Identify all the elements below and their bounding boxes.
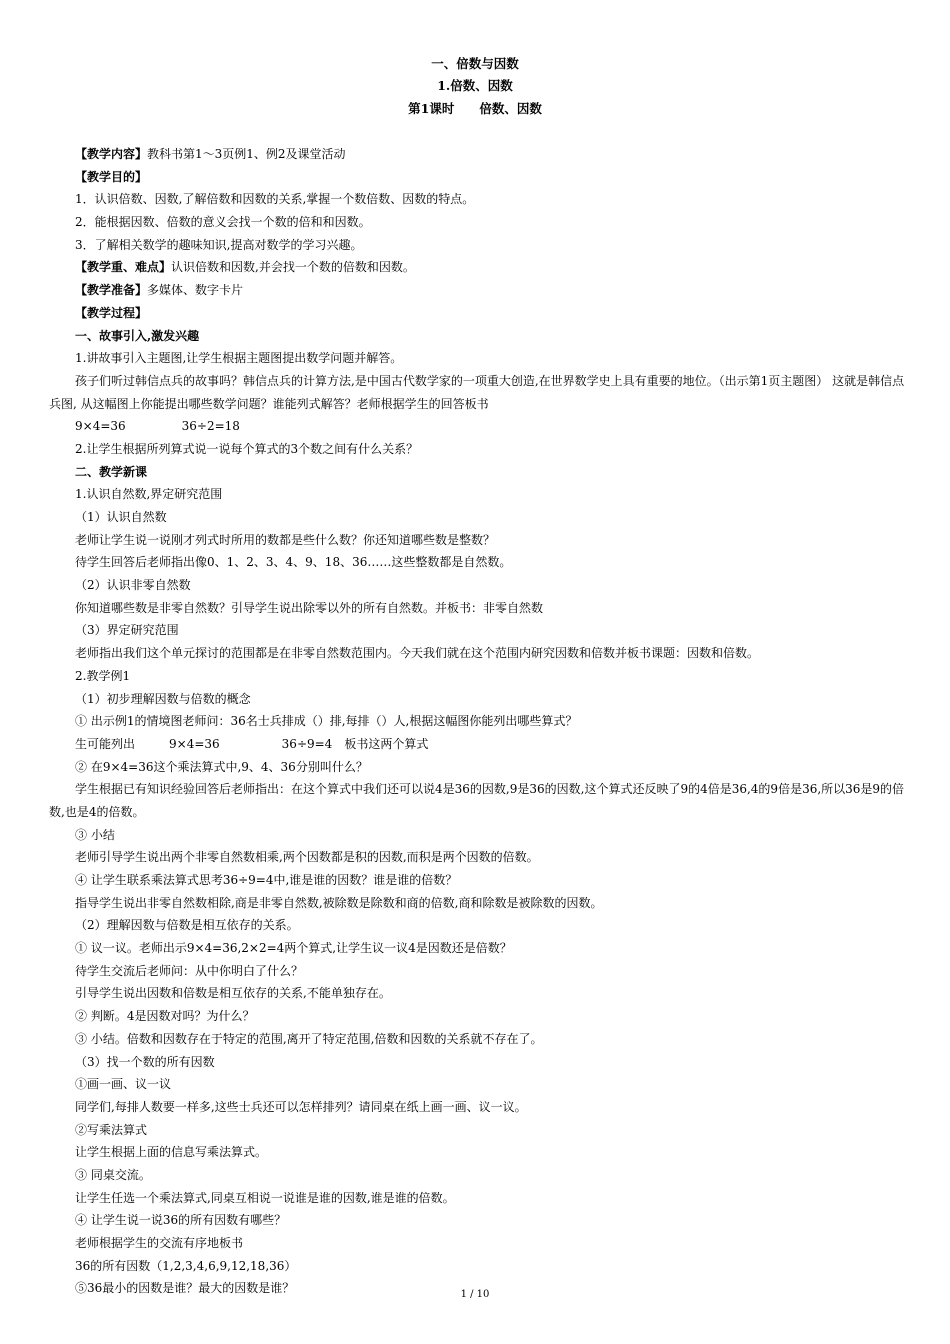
- paragraph-story: 孩子们听过韩信点兵的故事吗？韩信点兵的计算方法,是中国古代数学家的一项重大创造,在世界数学史上具有重要的地位。（出示第1页主题图） 这就是韩信点兵图, 从这幅图上你能提出哪些数学问题？谁能列式解答？老师根据学生的回答板书: [49, 373, 905, 411]
- paragraph: ①画一画、议一议: [75, 1077, 172, 1092]
- paragraph-explanation: 学生根据已有知识经验回答后老师指出：在这个算式中我们还可以说4是36的因数,9是36的因数,这个算式还反映了9的4倍是36,4的9倍是36,所以36是9的倍数,也是4的倍数。: [49, 782, 905, 819]
- lesson-title: 第1课时 倍数、因数: [408, 101, 542, 116]
- paragraph: （3）找一个数的所有因数: [75, 1054, 215, 1069]
- equation: 9×4=36: [169, 736, 220, 751]
- paragraph: ② 判断。4是因数对吗？为什么？: [75, 1009, 255, 1024]
- content-text: 教科书第1～3页例1、例2及课堂活动: [147, 147, 346, 161]
- paragraph: ① 议一议。老师出示9×4=36,2×2=4两个算式,让学生议一议4是因数还是倍数？: [75, 941, 512, 956]
- paragraph: （1）初步理解因数与倍数的概念: [75, 691, 251, 706]
- paragraph-text: 生可能列出: [75, 736, 136, 751]
- content-label: 【教学内容】: [75, 147, 148, 161]
- paragraph: 老师指出我们这个单元探讨的范围都是在非零自然数范围内。今天我们就在这个范围内研究因数和倍数并板书课题：因数和倍数。: [75, 646, 760, 661]
- paragraph: ① 出示例1的情境图老师问：36名士兵排成（）排,每排（）人,根据这幅图你能列出哪些算式？: [75, 714, 578, 729]
- paragraph: ④ 让学生说一说36的所有因数有哪些？: [75, 1213, 287, 1228]
- key-text: 认识倍数和因数,并会找一个数的倍数和因数。: [171, 260, 415, 275]
- section-1-heading: 一、故事引入,激发兴趣: [75, 328, 200, 343]
- paragraph: （2）理解因数与倍数是相互依存的关系。: [75, 918, 299, 933]
- paragraph: 让学生根据上面的信息写乘法算式。: [75, 1145, 268, 1160]
- paragraph: 2.让学生根据所列算式说一说每个算式的3个数之间有什么关系？: [75, 441, 419, 456]
- key-label: 【教学重、难点】: [75, 260, 172, 275]
- paragraph: 同学们,每排人数要一样多,这些士兵还可以怎样排列？请同桌在纸上画一画、议一议。: [75, 1099, 527, 1114]
- equations-line: [49, 415, 905, 438]
- paragraph: ②写乘法算式: [75, 1122, 148, 1137]
- paragraph: 你知道哪些数是非零自然数？引导学生说出除零以外的所有自然数。并板书：非零自然数: [75, 600, 544, 615]
- paragraph: 待学生交流后老师问：从中你明白了什么？: [75, 963, 304, 978]
- paragraph: ④ 让学生联系乘法算式思考36÷9=4中,谁是谁的因数？谁是谁的倍数？: [75, 873, 458, 888]
- chapter-title: 一、倍数与因数: [431, 56, 519, 71]
- paragraph: 老师引导学生说出两个非零自然数相乘,两个因数都是积的因数,而积是两个因数的倍数。: [75, 850, 539, 865]
- paragraph: （1）认识自然数: [75, 510, 167, 525]
- prep-text: 多媒体、数字卡片: [147, 283, 244, 298]
- section-title: 1.倍数、因数: [437, 78, 513, 93]
- section-2-heading: 二、教学新课: [75, 464, 148, 479]
- goals-label: 【教学目的】: [75, 169, 148, 184]
- paragraph: 1.认识自然数,界定研究范围: [75, 487, 223, 502]
- key-points: [49, 256, 905, 279]
- page-number: 1 / 10: [460, 1289, 490, 1300]
- paragraph: ③ 小结: [75, 827, 115, 842]
- paragraph: ③ 同桌交流。: [75, 1167, 151, 1182]
- paragraph-text: 板书这两个算式: [344, 736, 429, 751]
- paragraph: 让学生任选一个乘法算式,同桌互相说一说谁是谁的因数,谁是谁的倍数。: [75, 1190, 455, 1205]
- equation: 9×4=36: [75, 419, 126, 434]
- goal-3: 3．了解相关数学的趣味知识,提高对数学的学习兴趣。: [75, 237, 363, 252]
- paragraph: （3）界定研究范围: [75, 623, 179, 638]
- process-label: 【教学过程】: [75, 305, 148, 320]
- paragraph: 引导学生说出因数和倍数是相互依存的关系,不能单独存在。: [75, 986, 391, 1001]
- paragraph: 36的所有因数（1,2,3,4,6,9,12,18,36）: [75, 1258, 297, 1273]
- paragraph: （2）认识非零自然数: [75, 578, 191, 593]
- goal-1: 1．认识倍数、因数,了解倍数和因数的关系,掌握一个数倍数、因数的特点。: [75, 192, 475, 207]
- paragraph: 待学生回答后老师指出像0、1、2、3、4、9、18、36……这些整数都是自然数。: [75, 555, 512, 570]
- paragraph: 老师让学生说一说刚才列式时所用的数都是些什么数？你还知道哪些数是整数？: [75, 532, 496, 547]
- equation: 36÷9=4: [281, 736, 333, 751]
- paragraph: 老师根据学生的交流有序地板书: [75, 1236, 244, 1251]
- goal-2: 2．能根据因数、倍数的意义会找一个数的倍和和因数。: [75, 215, 371, 230]
- teaching-content: [49, 143, 905, 166]
- prep-label: 【教学准备】: [75, 283, 148, 298]
- paragraph: ⑤36最小的因数是谁？最大的因数是谁？: [75, 1281, 295, 1296]
- paragraph: 2.教学例1: [75, 668, 131, 683]
- equations-line: [49, 733, 905, 756]
- paragraph: ③ 小结。倍数和因数存在于特定的范围,离开了特定范围,倍数和因数的关系就不存在了。: [75, 1031, 543, 1046]
- paragraph: 1.讲故事引入主题图,让学生根据主题图提出数学问题并解答。: [75, 351, 403, 366]
- lesson-body: [49, 143, 905, 1300]
- equation: 36÷2=18: [181, 419, 240, 434]
- preparation: [49, 279, 905, 302]
- paragraph: 指导学生说出非零自然数相除,商是非零自然数,被除数是除数和商的倍数,商和除数是被除数的因数。: [75, 895, 603, 910]
- paragraph: ② 在9×4=36这个乘法算式中,9、4、36分别叫什么？: [75, 759, 368, 774]
